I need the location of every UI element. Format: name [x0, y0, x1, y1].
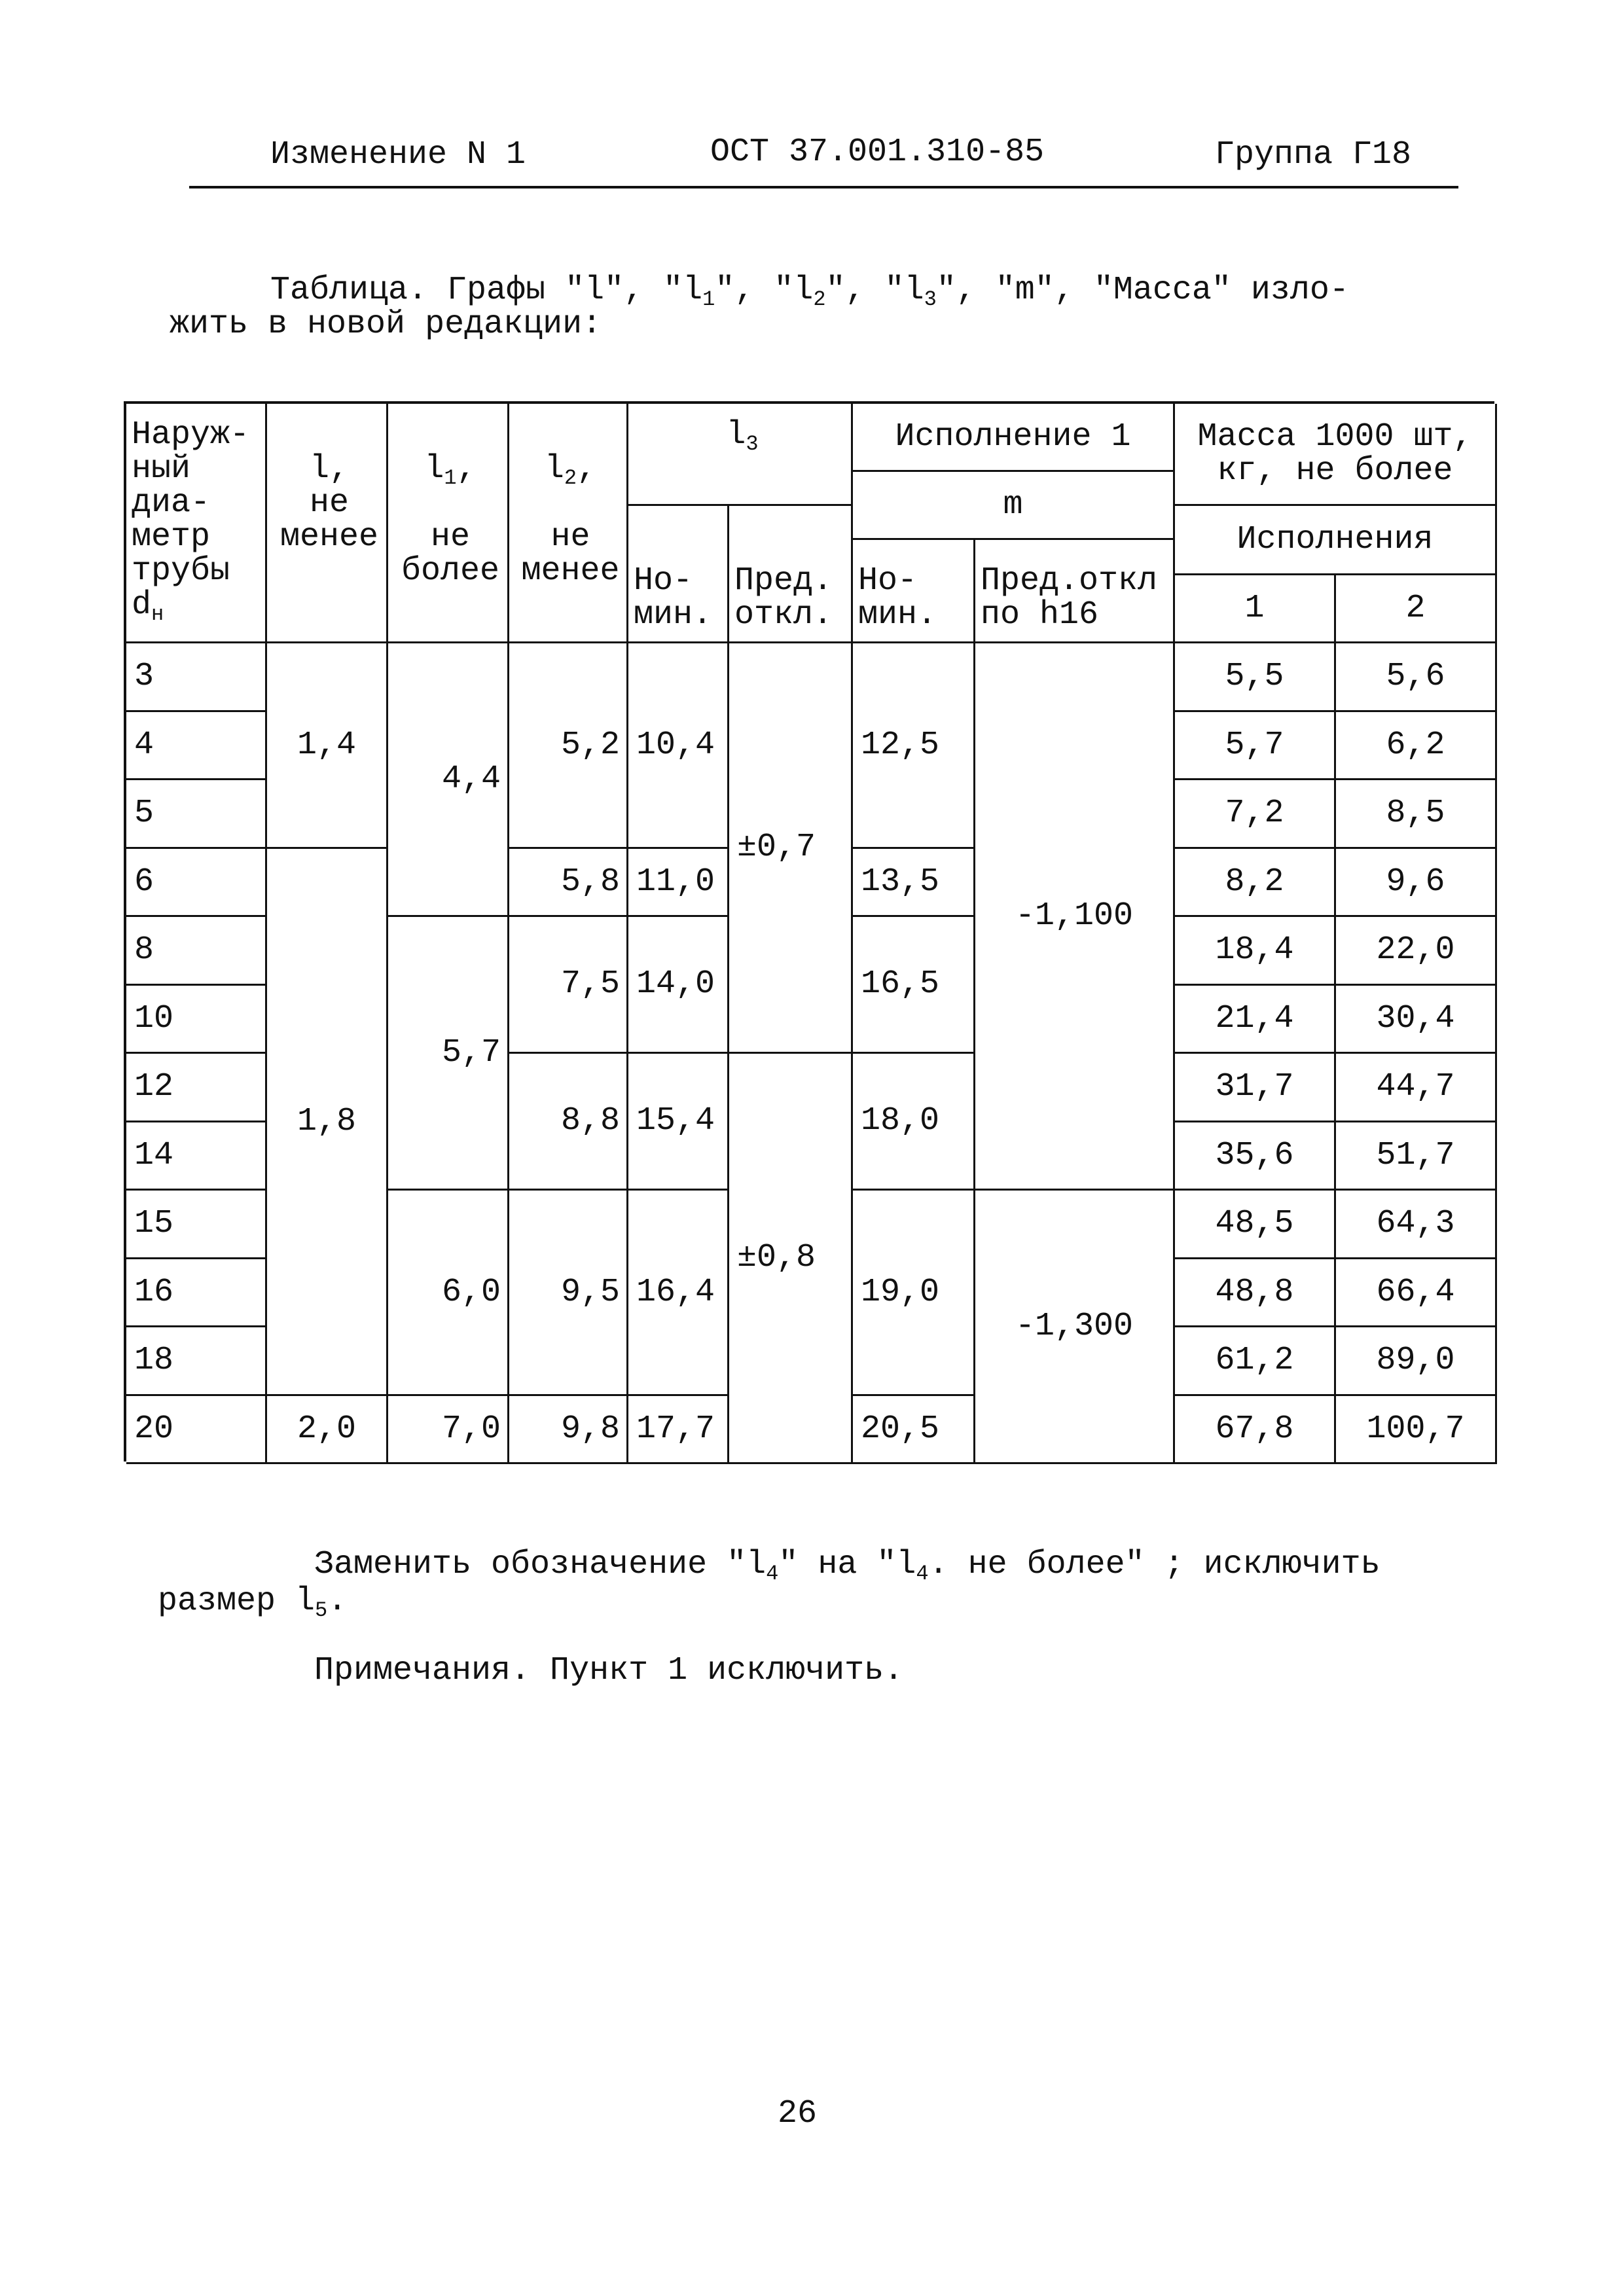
header-sub: 2 — [564, 466, 577, 490]
cell-l3-tol: ±0,7 — [729, 643, 853, 1054]
cell-mass-variant-2: 89,0 — [1336, 1327, 1497, 1396]
header-symbol: l — [544, 450, 564, 488]
header-symbol: l — [726, 416, 746, 454]
cell-l2: 7,5 — [509, 917, 628, 1054]
cell-mass-variant-2: 9,6 — [1336, 849, 1497, 917]
header-text: не более — [401, 518, 500, 590]
header-m-nominal: Но- мин. — [853, 540, 975, 643]
cell-mass-variant-2: 64,3 — [1336, 1191, 1497, 1259]
header-divider — [189, 186, 1458, 188]
header-text: , — [456, 450, 477, 488]
cell-mass-variant-2: 100,7 — [1336, 1396, 1497, 1464]
cell-m-nom: 13,5 — [853, 849, 975, 917]
replace-note-line-2 — [158, 1583, 348, 1623]
cell-mass-variant-2: 22,0 — [1336, 917, 1497, 986]
cell-mass-variant-2: 66,4 — [1336, 1259, 1497, 1327]
cell-l1: 7,0 — [388, 1396, 509, 1464]
cell-l3-tol: ±0,8 — [729, 1054, 853, 1464]
header-variant-1: Исполнение 1 — [853, 404, 1175, 472]
cell-mass-variant-1: 21,4 — [1175, 986, 1336, 1054]
cell-outer-diameter: 10 — [126, 986, 267, 1054]
header-sub: н — [151, 602, 164, 626]
note-text: Заменить обозначение "l — [314, 1546, 767, 1583]
cell-mass-variant-1: 18,4 — [1175, 917, 1336, 986]
header-text: , — [577, 450, 597, 488]
cell-l2: 8,8 — [509, 1054, 628, 1191]
cell-l3-nom: 10,4 — [628, 643, 729, 849]
cell-m-nom: 12,5 — [853, 643, 975, 849]
note-text: размер l — [158, 1583, 316, 1620]
cell-outer-diameter: 14 — [126, 1122, 267, 1191]
cell-outer-diameter: 18 — [126, 1327, 267, 1396]
header-m: m — [853, 472, 1175, 540]
note-text: " на "l — [778, 1546, 916, 1583]
intro-text: ", "l — [715, 272, 814, 309]
cell-outer-diameter: 3 — [126, 643, 267, 712]
cell-l: 2,0 — [267, 1396, 388, 1464]
cell-outer-diameter: 8 — [126, 917, 267, 986]
note-sub: 4 — [766, 1562, 779, 1586]
cell-l2: 9,5 — [509, 1191, 628, 1396]
cell-l: 1,8 — [267, 849, 388, 1396]
cell-mass-variant-1: 8,2 — [1175, 849, 1336, 917]
header-l3 — [628, 404, 853, 506]
cell-outer-diameter: 4 — [126, 712, 267, 780]
cell-mass-variant-2: 44,7 — [1336, 1054, 1497, 1122]
cell-mass-variant-1: 48,5 — [1175, 1191, 1336, 1259]
cell-mass-variant-1: 31,7 — [1175, 1054, 1336, 1122]
header-l1 — [388, 404, 509, 643]
intro-line-1 — [270, 272, 1349, 312]
header-m-tolerance: Пред.откл по h16 — [975, 540, 1175, 643]
cell-mass-variant-2: 30,4 — [1336, 986, 1497, 1054]
cell-outer-diameter: 16 — [126, 1259, 267, 1327]
cell-mass-variant-1: 61,2 — [1175, 1327, 1336, 1396]
header-variants: Исполнения — [1175, 506, 1497, 575]
intro-line-2: жить в новой редакции: — [170, 306, 602, 343]
cell-mass-variant-2: 6,2 — [1336, 712, 1497, 780]
cell-l3-nom: 15,4 — [628, 1054, 729, 1191]
header-text: не менее — [521, 518, 620, 590]
dimensions-table — [124, 401, 1494, 1462]
cell-mass-variant-1: 48,8 — [1175, 1259, 1336, 1327]
notes-paragraph: Примечания. Пункт 1 исключить. — [314, 1652, 904, 1689]
cell-m-nom: 18,0 — [853, 1054, 975, 1191]
intro-text: Таблица. Графы "l", "l — [270, 272, 703, 309]
cell-l3-nom: 17,7 — [628, 1396, 729, 1464]
change-number: Изменение N 1 — [270, 136, 526, 173]
cell-mass-variant-2: 8,5 — [1336, 780, 1497, 849]
note-text: . не более" ; исключить — [928, 1546, 1380, 1583]
cell-mass-variant-2: 5,6 — [1336, 643, 1497, 712]
cell-l1: 4,4 — [388, 643, 509, 917]
cell-mass-variant-2: 51,7 — [1336, 1122, 1497, 1191]
cell-mass-variant-1: 7,2 — [1175, 780, 1336, 849]
group-code: Группа Г18 — [1215, 136, 1412, 173]
header-symbol: l — [424, 450, 444, 488]
cell-m-nom: 19,0 — [853, 1191, 975, 1396]
header-sub: 1 — [444, 466, 457, 490]
cell-l1: 6,0 — [388, 1191, 509, 1396]
intro-sub: 3 — [924, 287, 937, 312]
header-l3-nominal: Но- мин. — [628, 506, 729, 643]
cell-m-nom: 20,5 — [853, 1396, 975, 1464]
cell-outer-diameter: 20 — [126, 1396, 267, 1464]
header-text: Наруж- ный диа- метр трубы — [132, 416, 250, 590]
header-symbol: d — [132, 586, 152, 624]
header-mass: Масса 1000 шт, кг, не более — [1175, 404, 1497, 506]
page-number: 26 — [778, 2095, 818, 2132]
replace-note — [314, 1546, 1380, 1586]
note-sub: 4 — [916, 1562, 929, 1586]
cell-mass-variant-1: 35,6 — [1175, 1122, 1336, 1191]
cell-l1: 5,7 — [388, 917, 509, 1191]
cell-m-nom: 16,5 — [853, 917, 975, 1054]
cell-l2: 9,8 — [509, 1396, 628, 1464]
header-l: l, не менее — [267, 404, 388, 643]
note-sub: 5 — [315, 1598, 328, 1623]
cell-outer-diameter: 6 — [126, 849, 267, 917]
cell-mass-variant-1: 5,5 — [1175, 643, 1336, 712]
header-l3-tolerance: Пред. откл. — [729, 506, 853, 643]
cell-mass-variant-1: 67,8 — [1175, 1396, 1336, 1464]
cell-l2: 5,2 — [509, 643, 628, 849]
cell-l2: 5,8 — [509, 849, 628, 917]
cell-l3-nom: 11,0 — [628, 849, 729, 917]
note-text: . — [327, 1583, 348, 1620]
standard-code: ОСТ 37.001.310-85 — [710, 134, 1045, 171]
intro-sub: 2 — [813, 287, 826, 312]
cell-m-tol: -1,100 — [975, 643, 1175, 1191]
cell-outer-diameter: 15 — [126, 1191, 267, 1259]
header-outer-diameter — [126, 404, 267, 643]
header-variant-a: 1 — [1175, 575, 1336, 643]
header-l2 — [509, 404, 628, 643]
intro-sub: 1 — [702, 287, 715, 312]
header-sub: 3 — [746, 432, 759, 456]
cell-l3-nom: 16,4 — [628, 1191, 729, 1396]
intro-text: ", "m", "Масса" изло- — [936, 272, 1349, 309]
cell-l: 1,4 — [267, 643, 388, 849]
intro-text: ", "l — [825, 272, 924, 309]
cell-m-tol: -1,300 — [975, 1191, 1175, 1464]
cell-l3-nom: 14,0 — [628, 917, 729, 1054]
cell-outer-diameter: 12 — [126, 1054, 267, 1122]
cell-outer-diameter: 5 — [126, 780, 267, 849]
header-variant-b: 2 — [1336, 575, 1497, 643]
cell-mass-variant-1: 5,7 — [1175, 712, 1336, 780]
